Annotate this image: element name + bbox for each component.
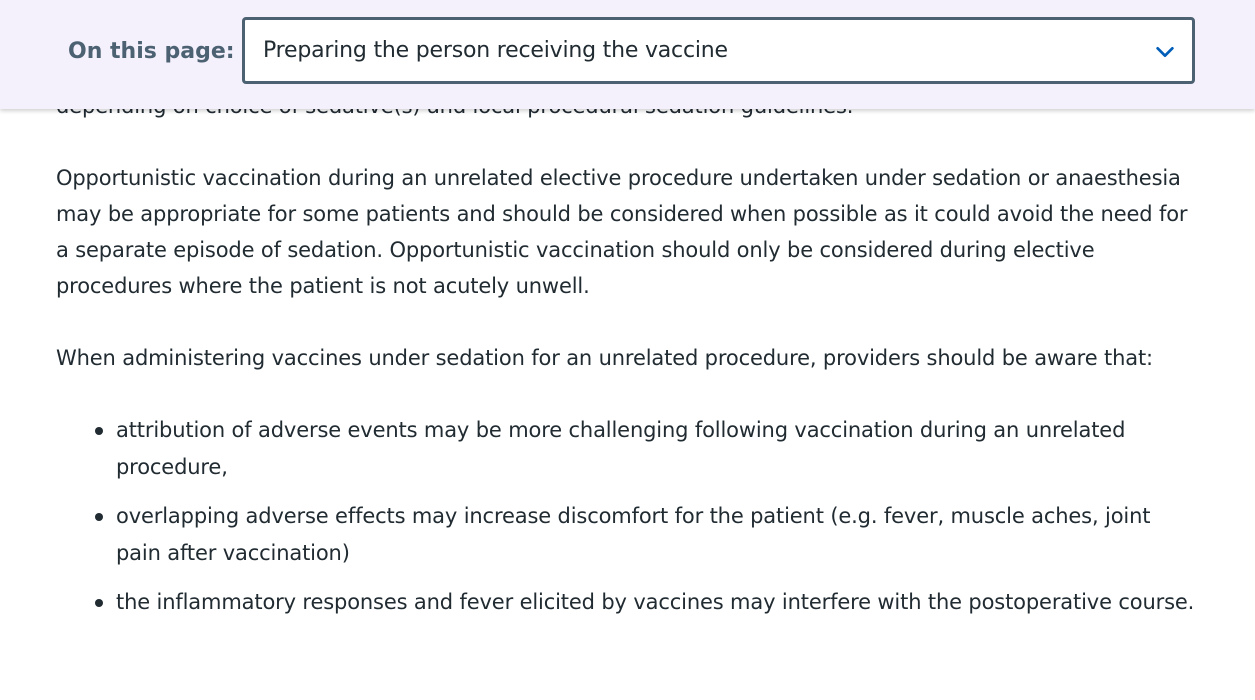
chevron-down-icon [1154, 41, 1176, 63]
on-this-page-bar [0, 0, 1255, 109]
list-item-text: the inflammatory responses and fever elicited by vaccines may interfere with the postoperative course. [116, 590, 1195, 614]
paragraph-administering-under-sedation: When administering vaccines under sedation for an unrelated procedure, providers should be aware that: [56, 346, 1153, 370]
on-this-page-select[interactable] [242, 17, 1195, 84]
list-item [56, 584, 1196, 621]
list-item-text: attribution of adverse events may be more challenging following vaccination during an unrelated procedure, [116, 418, 1126, 479]
bullet-icon [95, 427, 103, 435]
bullet-icon [95, 513, 103, 521]
main-content [56, 88, 1196, 633]
selected-section: Preparing the person receiving the vaccine [263, 38, 728, 63]
list-item [56, 412, 1196, 486]
paragraph-opportunistic-vaccination: Opportunistic vaccination during an unrelated elective procedure undertaken under sedation or anaesthesia may be appropriate for some patients and should be considered when possible as it could avoid the need for a separate episode of sedation. Opportunistic vaccination should only be considered during elective procedures where the patient is not acutely unwell. [56, 166, 1188, 298]
list-item [56, 498, 1196, 572]
on-this-page-label: On this page: [68, 39, 235, 64]
awareness-list [56, 412, 1196, 621]
bullet-icon [95, 599, 103, 607]
list-item-text: overlapping adverse effects may increase discomfort for the patient (e.g. fever, muscle aches, joint pain after vaccination) [116, 504, 1151, 565]
